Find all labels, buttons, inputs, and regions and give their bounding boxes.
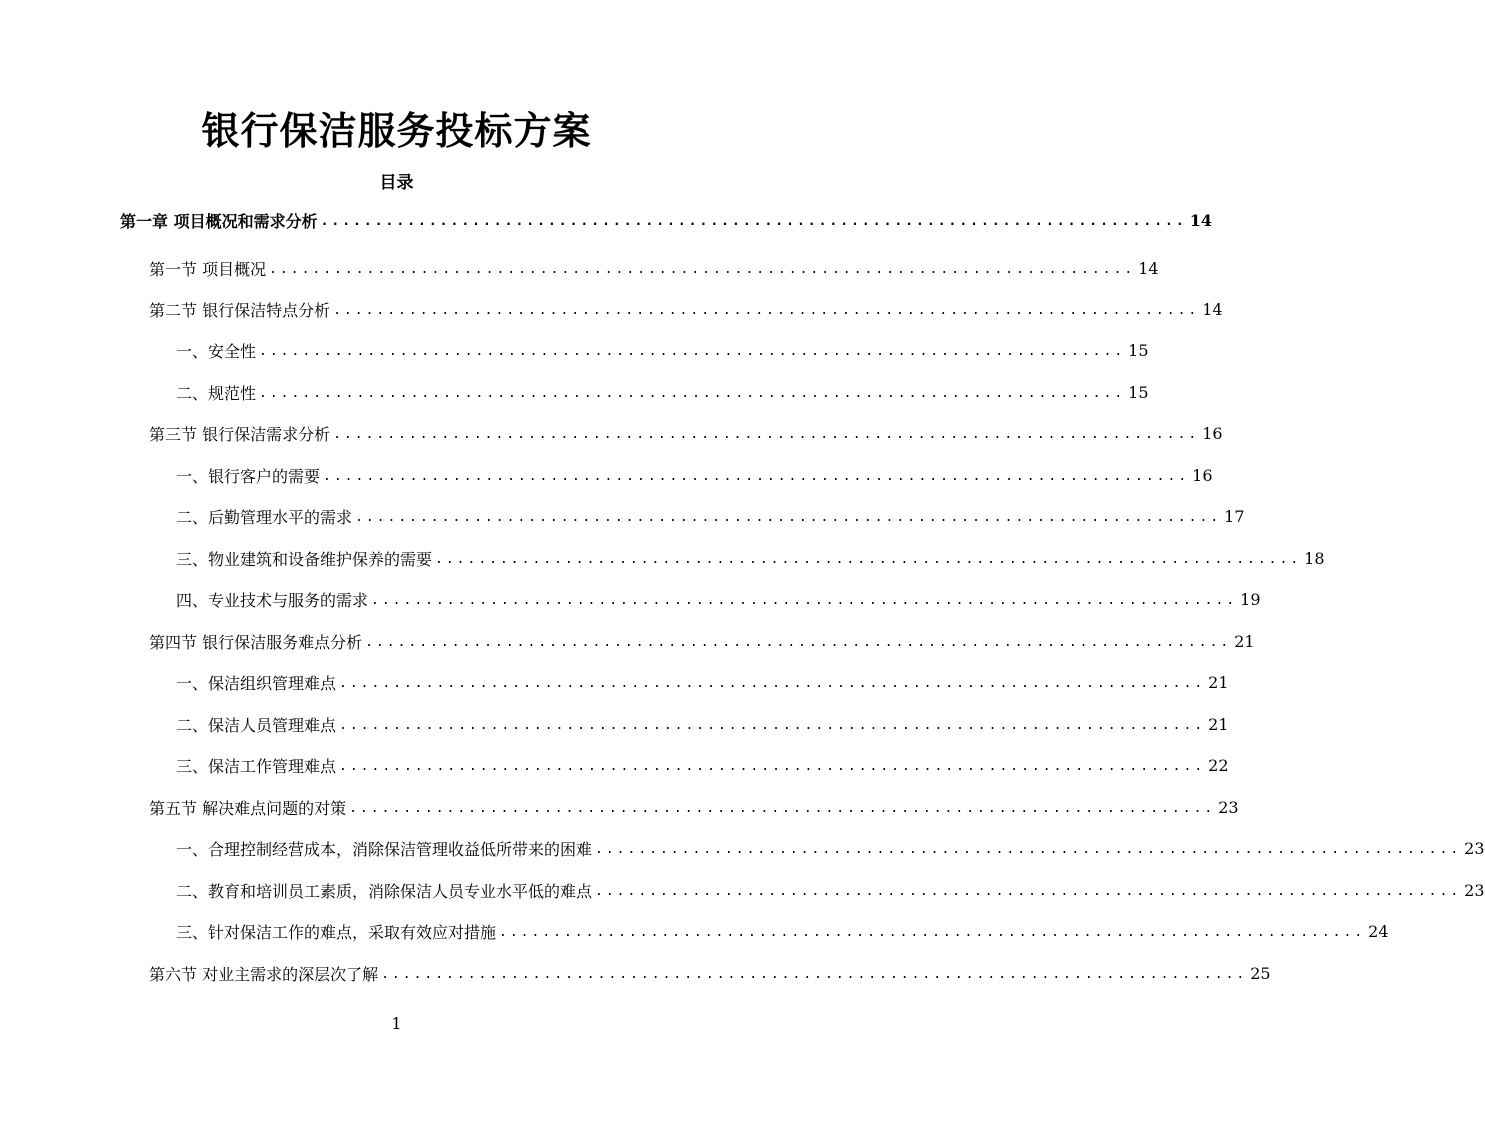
toc-leader-dots: ................................................................................ [365, 635, 1232, 650]
toc-entry-page: 15 [1128, 340, 1149, 360]
toc-leader-dots: ................................................................................ [595, 842, 1462, 857]
toc-entry-page: 14 [1202, 299, 1223, 319]
toc-entry-label: 一、合理控制经营成本，消除保洁管理收益低所带来的困难 [176, 839, 593, 859]
toc-entry-page: 14 [1189, 210, 1212, 230]
toc-leader-dots: ................................................................................ [435, 552, 1302, 567]
toc-entry-label: 二、后勤管理水平的需求 [176, 507, 353, 527]
toc-leader-dots: ................................................................................ [499, 925, 1366, 940]
toc-section-entry[interactable] [149, 626, 1255, 656]
toc-subsection-entry[interactable] [176, 543, 1325, 573]
toc-entry-label: 二、教育和培训员工素质，消除保洁人员专业水平低的难点 [176, 881, 593, 901]
toc-section-entry[interactable] [149, 294, 1223, 324]
toc-entry-label: 三、保洁工作管理难点 [176, 756, 337, 776]
toc-entry-page: 23 [1464, 880, 1485, 900]
toc-leader-dots: ................................................................................ [381, 967, 1248, 982]
toc-subsection-entry[interactable] [176, 750, 1229, 780]
toc-entry-label: 一、安全性 [176, 341, 257, 361]
toc-entry-page: 24 [1368, 921, 1389, 941]
toc-leader-dots: ................................................................................ [339, 718, 1206, 733]
toc-leader-dots: ................................................................................ [355, 510, 1222, 525]
toc-subsection-entry[interactable] [176, 377, 1149, 407]
toc-entry-page: 18 [1304, 548, 1325, 568]
toc-leader-dots: ................................................................................ [595, 884, 1462, 899]
toc-entry-label: 第三节 银行保洁需求分析 [149, 424, 331, 444]
toc-subsection-entry[interactable] [176, 709, 1229, 739]
toc-entry-page: 14 [1138, 258, 1159, 278]
toc-entry-page: 25 [1250, 963, 1271, 983]
toc-entry-page: 15 [1128, 382, 1149, 402]
toc-entry-page: 23 [1464, 838, 1485, 858]
toc-entry-page: 21 [1208, 672, 1229, 692]
toc-leader-dots: ................................................................................ [333, 303, 1200, 318]
toc-entry-label: 二、保洁人员管理难点 [176, 715, 337, 735]
toc-entry-label: 第五节 解决难点问题的对策 [149, 798, 347, 818]
document-title: 银行保洁服务投标方案 [201, 108, 592, 153]
toc-entry-page: 16 [1202, 423, 1223, 443]
toc-entry-label: 三、针对保洁工作的难点，采取有效应对措施 [176, 922, 497, 942]
toc-section-entry[interactable] [149, 253, 1159, 283]
toc-subsection-entry[interactable] [176, 916, 1389, 946]
toc-subsection-entry[interactable] [176, 501, 1245, 531]
toc-entry-label: 第一节 项目概况 [149, 259, 267, 279]
toc-subsection-entry[interactable] [176, 833, 1485, 863]
toc-subsection-entry[interactable] [176, 460, 1213, 490]
toc-subsection-entry[interactable] [176, 584, 1261, 614]
toc-leader-dots: ................................................................................ [259, 344, 1126, 359]
toc-leader-dots: ................................................................................ [339, 759, 1206, 774]
page-number: 1 [391, 1014, 402, 1033]
toc-heading: 目录 [379, 173, 414, 193]
toc-leader-dots: ................................................................................ [333, 427, 1200, 442]
toc-entry-page: 16 [1192, 465, 1213, 485]
toc-entry-label: 四、专业技术与服务的需求 [176, 590, 369, 610]
toc-leader-dots: ................................................................................ [339, 676, 1206, 691]
toc-section-entry[interactable] [149, 792, 1239, 822]
toc-entry-page: 22 [1208, 755, 1229, 775]
toc-leader-dots: ................................................................................ [349, 801, 1216, 816]
toc-entry-label: 一、保洁组织管理难点 [176, 673, 337, 693]
toc-entry-label: 第一章 项目概况和需求分析 [120, 211, 318, 231]
toc-entry-label: 第四节 银行保洁服务难点分析 [149, 632, 363, 652]
toc-subsection-entry[interactable] [176, 667, 1229, 697]
toc-subsection-entry[interactable] [176, 875, 1485, 905]
toc-entry-label: 二、规范性 [176, 383, 257, 403]
toc-leader-dots: ................................................................................ [320, 214, 1187, 229]
toc-section-entry[interactable] [149, 958, 1271, 988]
toc-entry-label: 一、银行客户的需要 [176, 466, 321, 486]
toc-chapter-entry[interactable] [120, 205, 1212, 235]
toc-subsection-entry[interactable] [176, 335, 1149, 365]
toc-entry-label: 三、物业建筑和设备维护保养的需要 [176, 549, 433, 569]
toc-entry-label: 第六节 对业主需求的深层次了解 [149, 964, 379, 984]
toc-section-entry[interactable] [149, 418, 1223, 448]
toc-leader-dots: ................................................................................ [259, 386, 1126, 401]
toc-entry-page: 19 [1240, 589, 1261, 609]
toc-entry-page: 17 [1224, 506, 1245, 526]
toc-entry-label: 第二节 银行保洁特点分析 [149, 300, 331, 320]
toc-entry-page: 23 [1218, 797, 1239, 817]
toc-leader-dots: ................................................................................ [269, 262, 1136, 277]
toc-leader-dots: ................................................................................ [323, 469, 1190, 484]
toc-entry-page: 21 [1208, 714, 1229, 734]
toc-entry-page: 21 [1234, 631, 1255, 651]
toc-leader-dots: ................................................................................ [371, 593, 1238, 608]
